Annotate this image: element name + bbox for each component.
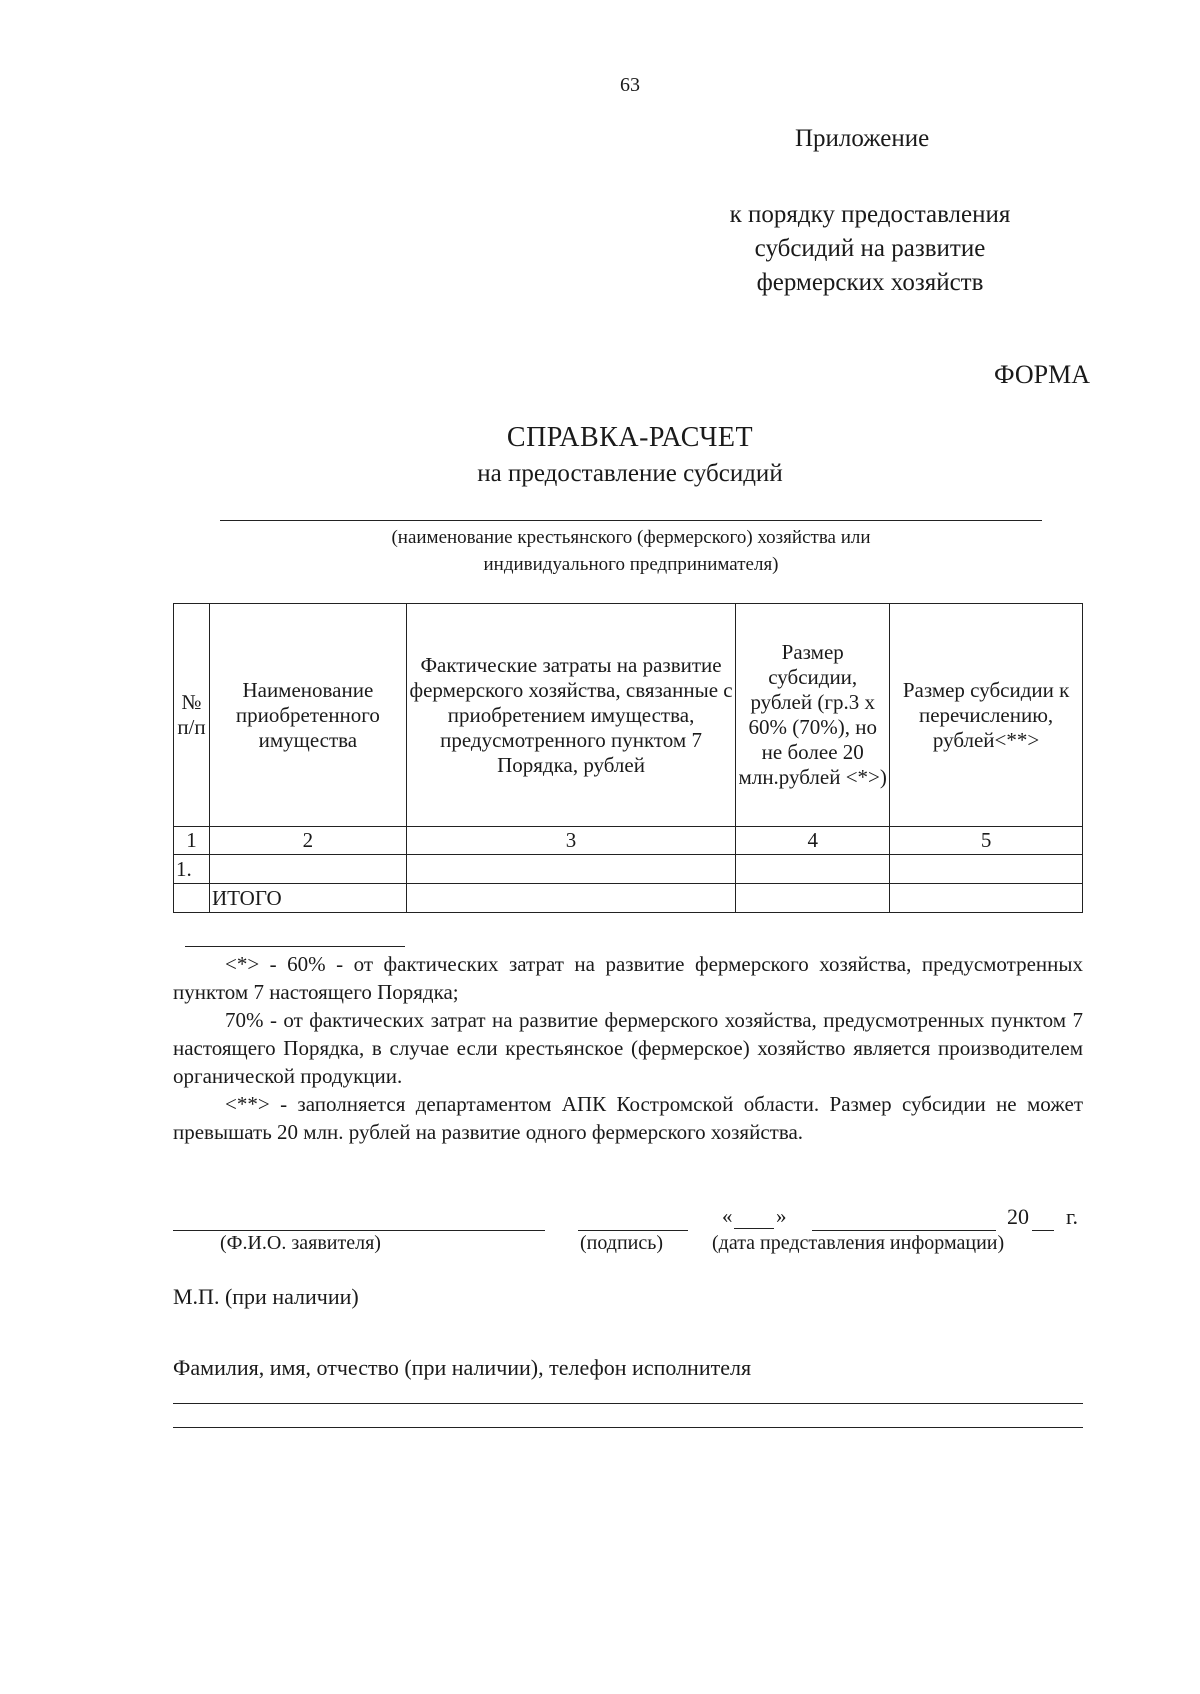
farm-name-caption-line: индивидуального предпринимателя) xyxy=(483,554,779,575)
column-number: 2 xyxy=(209,827,406,855)
farm-name-caption xyxy=(300,524,962,578)
applicant-name-caption: (Ф.И.О. заявителя) xyxy=(220,1232,381,1254)
farm-name-caption-line: (наименование крестьянского (фермерского) хозяйства или xyxy=(391,527,871,548)
footnote: <**> - заполняется департаментом АПК Костромской области. Размер субсидии не может превышать 20 млн. рублей на развитие одного фермерского хозяйства. xyxy=(173,1092,1083,1144)
table-cell: 1. xyxy=(174,855,210,884)
footnote: <*> - 60% - от фактических затрат на развитие фермерского хозяйства, предусмотренных пунктом 7 настоящего Порядка; xyxy=(173,952,1083,1004)
document-title: СПРАВКА-РАСЧЕТ xyxy=(506,422,754,453)
column-number: 1 xyxy=(174,827,210,855)
header-property-name: Наименование приобретенного имущества xyxy=(209,604,406,827)
year-prefix: 20 xyxy=(1007,1204,1029,1229)
year-suffix: г. xyxy=(1066,1204,1079,1229)
subsidy-calculation-table xyxy=(173,603,1083,913)
table-header-row xyxy=(174,604,1083,827)
table-row xyxy=(174,855,1083,884)
appendix-subtitle-line: фермерских хозяйств xyxy=(756,269,984,296)
header-row-number: № п/п xyxy=(174,604,210,827)
table-cell[interactable] xyxy=(890,884,1083,913)
table-cell[interactable] xyxy=(890,855,1083,884)
appendix-subtitle-line: к порядку предоставления xyxy=(729,201,1011,228)
date-close-quote: » xyxy=(776,1204,787,1228)
date-day-line[interactable] xyxy=(734,1228,774,1229)
form-label: ФОРМА xyxy=(994,360,1090,389)
total-label: ИТОГО xyxy=(209,884,406,913)
table-cell[interactable] xyxy=(406,884,736,913)
table-cell[interactable] xyxy=(406,855,736,884)
table-cell[interactable] xyxy=(736,884,890,913)
document-subtitle: на предоставление субсидий xyxy=(477,460,783,487)
table-total-row xyxy=(174,884,1083,913)
farm-name-line[interactable] xyxy=(220,520,1042,521)
column-number: 4 xyxy=(736,827,890,855)
date-caption: (дата представления информации) xyxy=(712,1232,1005,1254)
footnote: 70% - от фактических затрат на развитие фермерского хозяйства, предусмотренных пунктом 7 настоящего Порядка, в случае если крестьянское (фермерское) хозяйство является производителем органической продукции. xyxy=(173,1008,1083,1088)
header-subsidy-amount: Размер субсидии, рублей (гр.3 х 60% (70%), но не более 20 млн.рублей <*>) xyxy=(736,604,890,827)
column-number-row xyxy=(174,827,1083,855)
appendix-subtitle-line: субсидий на развитие xyxy=(754,235,986,262)
column-number: 5 xyxy=(890,827,1083,855)
date-month-line[interactable] xyxy=(812,1230,996,1231)
executor-info-line[interactable] xyxy=(173,1403,1083,1404)
footnote-divider xyxy=(185,946,405,947)
page-number: 63 xyxy=(620,74,640,96)
date-year-line[interactable] xyxy=(1032,1230,1054,1231)
signature-line[interactable] xyxy=(578,1230,688,1231)
appendix-subtitle xyxy=(680,198,1060,300)
date-open-quote: « xyxy=(722,1204,733,1228)
table-cell[interactable] xyxy=(736,855,890,884)
footnotes xyxy=(173,950,1083,1146)
table-cell[interactable] xyxy=(209,855,406,884)
executor-info-line[interactable] xyxy=(173,1427,1083,1428)
table-cell xyxy=(174,884,210,913)
executor-label: Фамилия, имя, отчество (при наличии), телефон исполнителя xyxy=(173,1355,752,1380)
signature-caption: (подпись) xyxy=(580,1232,664,1254)
header-subsidy-transfer: Размер субсидии к перечислению, рублей<**> xyxy=(890,604,1083,827)
applicant-name-line[interactable] xyxy=(173,1230,545,1231)
appendix-title: Приложение xyxy=(795,125,930,152)
stamp-place-label: М.П. (при наличии) xyxy=(173,1284,359,1309)
header-actual-costs: Фактические затраты на развитие фермерского хозяйства, связанные с приобретением имущества, предусмотренного пунктом 7 Порядка, рублей xyxy=(406,604,736,827)
column-number: 3 xyxy=(406,827,736,855)
